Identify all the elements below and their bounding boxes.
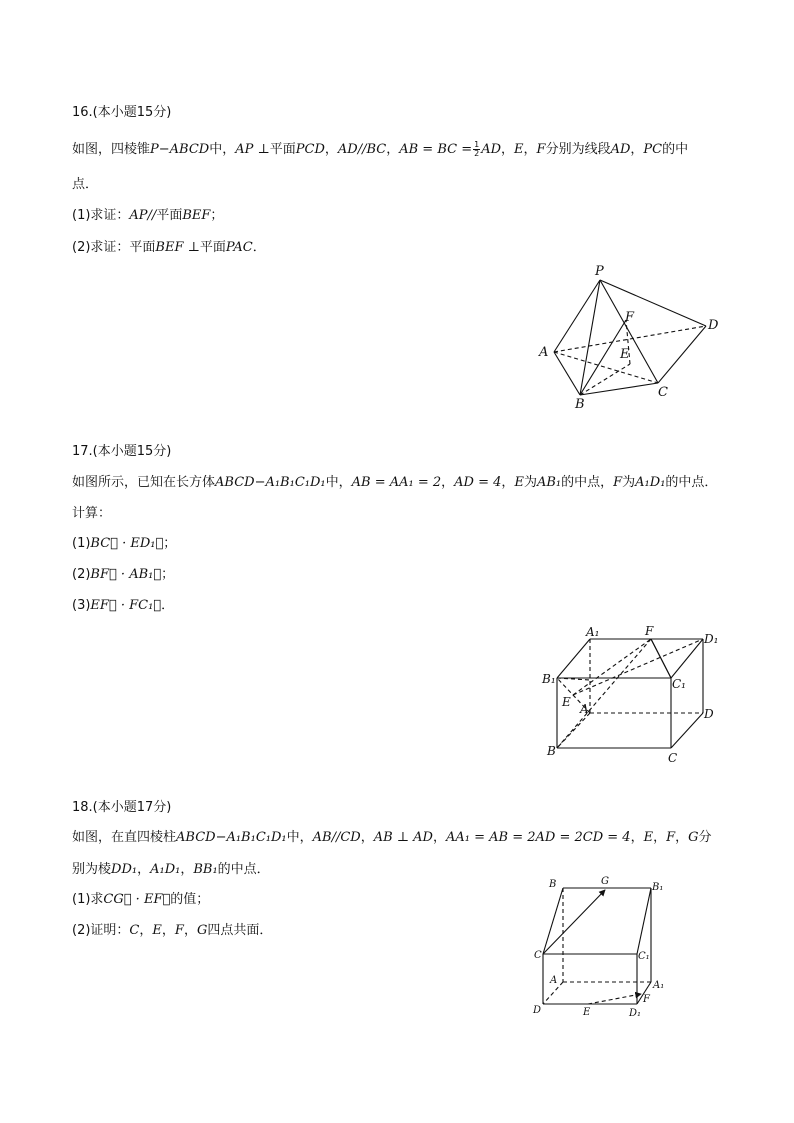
label-A: A: [550, 975, 558, 986]
q17-part3: (3)EF⃗ · FC₁⃗．: [72, 598, 175, 613]
label-A: A: [580, 702, 589, 716]
label-F: F: [643, 994, 650, 1005]
label-D: D: [708, 318, 719, 333]
label-F: F: [625, 310, 635, 325]
label-A: A: [539, 345, 549, 360]
q17-compute: 计算：: [72, 506, 112, 521]
edge-BE: [580, 364, 630, 395]
edge-DC: [671, 713, 703, 748]
q16-stem: 如图，四棱锥P−ABCD中，AP ⊥平面PCD，AD//BC，AB = BC = $\frac{1}{2}$ AD，E，F分别为线段AD，PC的中: [72, 140, 689, 158]
q16-header: 16.(本小题15分): [72, 105, 172, 120]
edge-PA: [554, 280, 600, 352]
label-F: F: [645, 624, 654, 638]
label-E: E: [620, 347, 630, 362]
label-C: C: [658, 385, 668, 400]
label-A1: A₁: [586, 625, 600, 639]
vector-EF: [588, 994, 641, 1004]
edge-CD: [658, 326, 706, 383]
edge-FB1-upper: [651, 639, 671, 678]
q18-part2: (2)证明：C，E，F，G四点共面．: [72, 923, 273, 938]
label-P: P: [595, 264, 604, 279]
label-C: C: [668, 751, 678, 765]
label-C1: C₁: [638, 951, 650, 962]
q16-part2: (2)求证：平面BEF ⊥平面PAC．: [72, 240, 266, 255]
edge-BC: [580, 383, 658, 395]
q18-stem: 如图，在直四棱柱ABCD−A₁B₁C₁D₁中，AB//CD，AB ⊥ AD，AA₁ = AB = 2AD = 2CD = 4，E，F，G分: [72, 830, 712, 845]
q18-figure-prism: [525, 872, 685, 1022]
edge-B1A1: [557, 639, 590, 678]
label-B1: B₁: [542, 672, 556, 686]
label-G: G: [601, 876, 609, 887]
q18-stem-cont: 别为棱DD₁，A₁D₁，BB₁的中点．: [72, 862, 270, 877]
label-D1: D₁: [704, 632, 719, 646]
edge-BF: [557, 639, 651, 748]
label-D: D: [533, 1005, 542, 1016]
q17-figure-cuboid: [535, 620, 735, 770]
label-D: D: [704, 707, 714, 721]
edge-PD: [600, 280, 706, 326]
q16-stem-cont: 点．: [72, 177, 99, 192]
edge-D1C1: [671, 639, 703, 678]
label-C1: C₁: [672, 677, 686, 691]
q16-fraction: $\frac{1}{2}$: [474, 140, 480, 158]
label-E: E: [583, 1007, 591, 1018]
label-B: B: [575, 397, 585, 410]
label-E: E: [562, 695, 571, 709]
q18-header: 18.(本小题17分): [72, 800, 172, 815]
label-B1: B₁: [652, 882, 664, 893]
label-B: B: [549, 879, 557, 890]
edge-PC: [600, 280, 658, 383]
label-A1: A₁: [653, 980, 665, 991]
q16-figure-pyramid: [530, 260, 730, 410]
q18-part1: (1)求CG⃗ · EF⃗的值；: [72, 892, 210, 907]
q17-part1: (1)BC⃗ · ED₁⃗；: [72, 536, 177, 551]
q16-part1: (1)求证：AP//平面BEF；: [72, 208, 224, 223]
q17-stem: 如图所示，已知在长方体ABCD−A₁B₁C₁D₁中，AB = AA₁ = 2，AD = 4，E为AB₁的中点，F为A₁D₁的中点．: [72, 475, 718, 490]
label-B: B: [547, 744, 556, 758]
edge-B1C1: [637, 888, 651, 954]
label-D1: D₁: [629, 1008, 642, 1019]
q17-header: 17.(本小题15分): [72, 444, 172, 459]
label-C: C: [534, 950, 542, 961]
q17-part2: (2)BF⃗ · AB₁⃗；: [72, 567, 175, 582]
edge-AD: [554, 326, 706, 352]
